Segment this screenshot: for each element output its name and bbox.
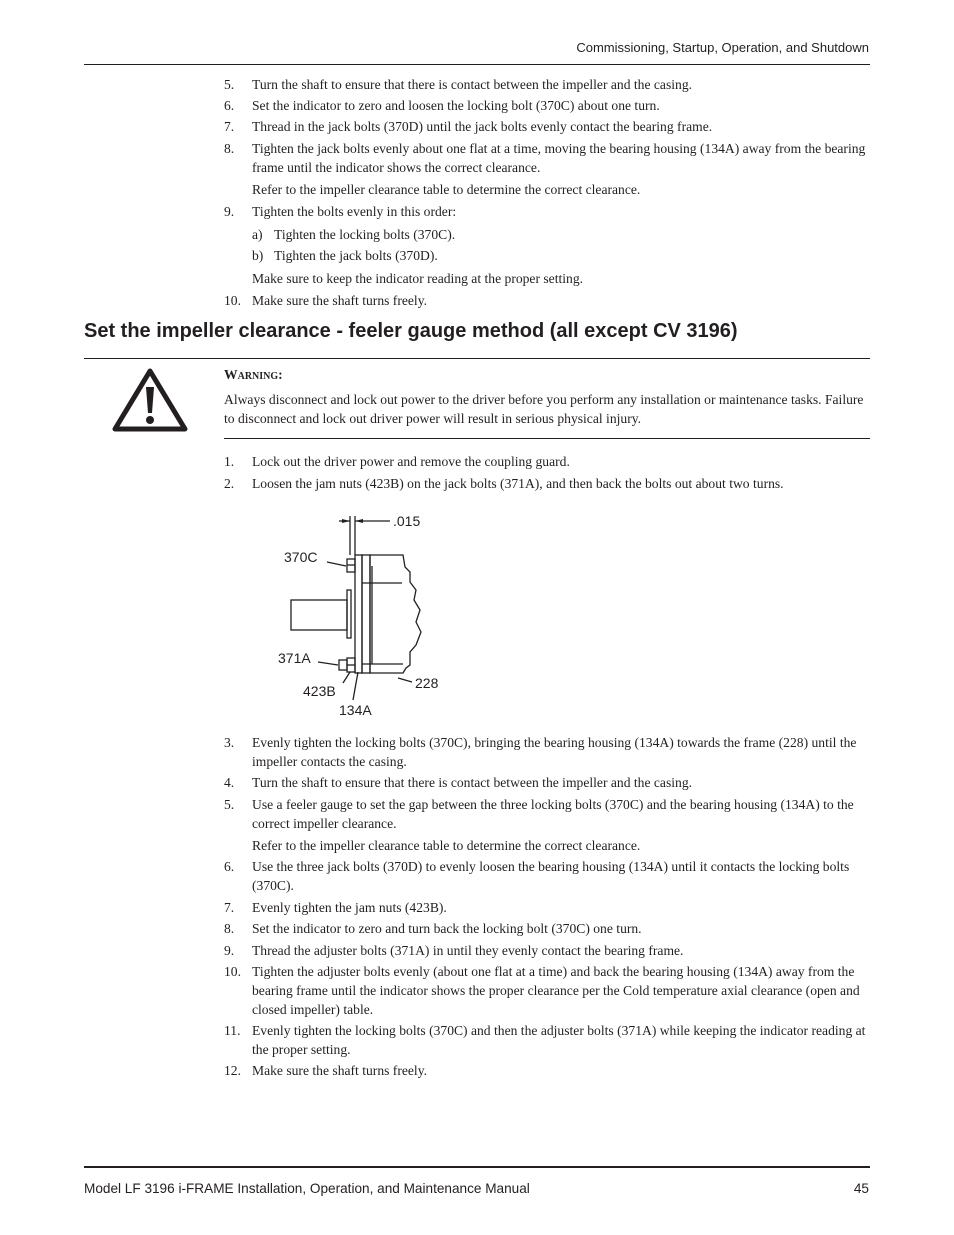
step-text: Evenly tighten the jam nuts (423B). [252, 900, 447, 915]
list-item [224, 773, 870, 792]
sub-step-letter: b) [252, 248, 264, 263]
step-text: Loosen the jam nuts (423B) on the jack bolts (371A), and then back the bolts out about two turns. [252, 476, 784, 491]
step-note: Refer to the impeller clearance table to determine the correct clearance. [252, 182, 641, 197]
step-number: 3. [224, 735, 235, 750]
list-item [224, 919, 870, 938]
step-number: 5. [224, 77, 235, 92]
list-item [224, 898, 870, 917]
step-number: 12. [224, 1063, 241, 1078]
warning-label: Warning: [224, 367, 283, 382]
sub-step [252, 225, 870, 244]
heading-rule [84, 358, 870, 359]
sub-step-letter: a) [252, 227, 263, 242]
list-item [224, 75, 870, 94]
step-text: Evenly tighten the locking bolts (370C) and then the adjuster bolts (371A) while keeping the indicator reading at the proper setting. [252, 1023, 866, 1057]
step-number: 8. [224, 921, 235, 936]
gap-label: .015 [393, 513, 421, 529]
warning-rule [224, 438, 870, 439]
step-number: 8. [224, 141, 235, 156]
section-heading: Set the impeller clearance - feeler gauge method (all except CV 3196) [84, 320, 738, 342]
list-item [224, 941, 870, 960]
list-item [224, 733, 870, 771]
warning-text: Always disconnect and lock out power to the driver before you perform any installation or maintenance tasks. Failure to disconnect and lock out driver power will result in serious physical injury. [224, 392, 864, 426]
list-item [224, 962, 870, 1019]
step-text: Tighten the jack bolts evenly about one flat at a time, moving the bearing housing (134A) away from the bearing frame until the indicator shows the correct clearance. [252, 141, 866, 175]
step-text: Thread in the jack bolts (370D) until the jack bolts evenly contact the bearing frame. [252, 119, 713, 134]
step-note: Refer to the impeller clearance table to determine the correct clearance. [252, 838, 641, 853]
step-number: 4. [224, 775, 235, 790]
step-text: Turn the shaft to ensure that there is contact between the impeller and the casing. [252, 775, 693, 790]
adjuster-bolt-label: 371A [278, 650, 311, 666]
step-number: 11. [224, 1023, 241, 1038]
footer-title: Model LF 3196 i-FRAME Installation, Operation, and Maintenance Manual [84, 1181, 530, 1196]
step-text: Tighten the bolts evenly in this order: [252, 204, 457, 219]
step-number: 9. [224, 204, 235, 219]
sub-step-text: Tighten the jack bolts (370D). [274, 248, 438, 263]
step-number: 10. [224, 964, 241, 979]
step-text: Make sure the shaft turns freely. [252, 293, 428, 308]
step-note: Make sure to keep the indicator reading at the proper setting. [252, 271, 584, 286]
list-item [224, 117, 870, 136]
step-number: 1. [224, 454, 235, 469]
step-text: Tighten the adjuster bolts evenly (about one flat at a time) and back the bearing housing (134A) away from the bearing frame until the indicator shows the proper clearance per the Cold temperature axial clearance (open and closed impeller) table. [252, 964, 860, 1017]
footer-rule [84, 1166, 870, 1168]
sub-step-text: Tighten the locking bolts (370C). [274, 227, 456, 242]
page-number: 45 [853, 1181, 869, 1196]
locking-bolt-label: 370C [284, 549, 318, 565]
housing-label: 134A [339, 702, 372, 718]
list-item [224, 1021, 870, 1059]
list-item [224, 1061, 870, 1080]
list-item [224, 202, 870, 221]
list-item [224, 857, 870, 895]
step-number: 6. [224, 98, 235, 113]
step-text: Set the indicator to zero and loosen the locking bolt (370C) about one turn. [252, 98, 660, 113]
step-number: 5. [224, 797, 235, 812]
step-text: Turn the shaft to ensure that there is contact between the impeller and the casing. [252, 77, 693, 92]
step-text: Make sure the shaft turns freely. [252, 1063, 428, 1078]
jam-nut-label: 423B [303, 683, 336, 699]
list-item [224, 452, 870, 471]
step-number: 2. [224, 476, 235, 491]
list-item [224, 139, 870, 177]
list-item [224, 474, 870, 493]
list-item [224, 795, 870, 833]
header-rule [84, 64, 870, 65]
warning-triangle-icon [110, 365, 190, 433]
frame-label: 228 [415, 675, 439, 691]
step-number: 10. [224, 293, 241, 308]
step-text: Set the indicator to zero and turn back the locking bolt (370C) one turn. [252, 921, 642, 936]
step-text: Evenly tighten the locking bolts (370C), bringing the bearing housing (134A) towards the frame (228) until the impeller contacts the casing. [252, 735, 857, 769]
step-number: 6. [224, 859, 235, 874]
bearing-housing-diagram [270, 505, 470, 725]
step-text: Thread the adjuster bolts (371A) in until they evenly contact the bearing frame. [252, 943, 684, 958]
running-header: Commissioning, Startup, Operation, and Shutdown [576, 40, 869, 55]
step-text: Lock out the driver power and remove the coupling guard. [252, 454, 570, 469]
step-text: Use the three jack bolts (370D) to evenly loosen the bearing housing (134A) until it contacts the locking bolts (370C). [252, 859, 850, 893]
step-number: 7. [224, 119, 235, 134]
sub-step [252, 246, 870, 265]
list-item [224, 96, 870, 115]
step-number: 7. [224, 900, 235, 915]
step-text: Use a feeler gauge to set the gap between the three locking bolts (370C) and the bearing housing (134A) to the correct impeller clearance. [252, 797, 854, 831]
list-item [224, 291, 870, 310]
step-number: 9. [224, 943, 235, 958]
